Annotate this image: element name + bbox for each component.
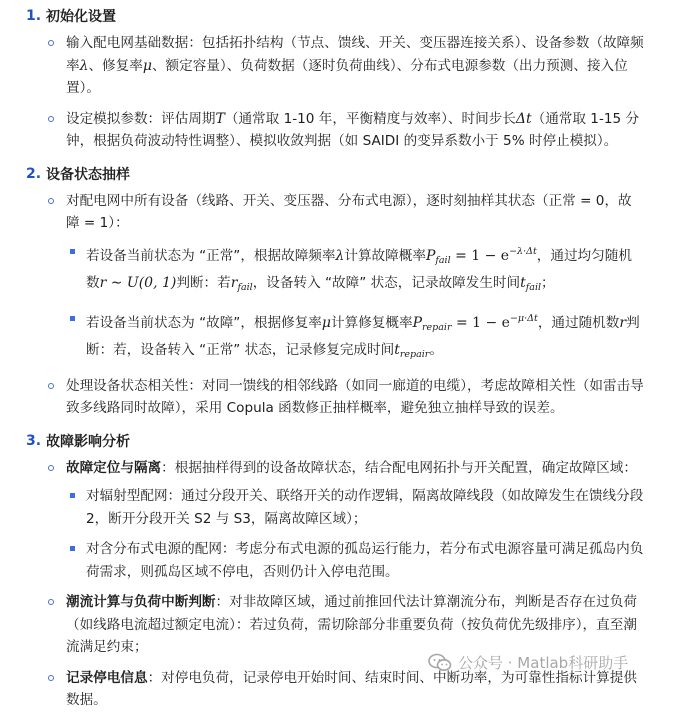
- sub-list-item: 对含分布式电源的配网：考虑分布式电源的孤岛运行能力，若分布式电源容量可满足孤岛内负荷需求，则孤岛区域不停电，否则仍计入停电范围。: [26, 538, 685, 583]
- list-item: 潮流计算与负荷中断判断：对非故障区域，通过前推回代法计算潮流分布，判断是否存在过负荷（如线路电流超过额定电流）：若过负荷，需切除部分非重要负荷（按负荷优先级排序），直至潮流满足约束；: [26, 591, 685, 659]
- watermark-text: 公众号 · Matlab科研助手: [458, 654, 629, 672]
- square-bullet-icon: [70, 493, 75, 498]
- circle-bullet-icon: [48, 40, 54, 46]
- square-bullet-icon: [70, 546, 75, 551]
- section-title: 故障影响分析: [46, 433, 130, 450]
- list-item: 处理设备状态相关性：对同一馈线的相邻线路（如同一廊道的电缆），考虑故障相关性（如雷击导致多线路同时故障），采用 Copula 函数修正抽样概率，避免独立抽样导致的误差。: [26, 375, 685, 420]
- math-mu: μ: [142, 57, 152, 74]
- section-2-heading: [26, 163, 685, 185]
- square-bullet-icon: [70, 316, 75, 321]
- list-item: 输入配电网基础数据：包括拓扑结构（节点、馈线、开关、变压器连接关系）、设备参数（故障频率λ、修复率μ、额定容量）、负荷数据（逐时负荷曲线）、分布式电源参数（出力预测、接入位置）。: [26, 32, 685, 100]
- section-1-heading: [26, 5, 685, 27]
- square-bullet-icon: [70, 249, 75, 254]
- math-dt: Δt: [515, 110, 532, 127]
- list-item: 记录停电信息：对停电负荷，记录停电开始时间、结束时间、中断功率，为可靠性指标计算提供数据。: [26, 667, 685, 712]
- section-title: 初始化设置: [46, 9, 116, 25]
- section-1: [26, 5, 685, 153]
- section-3-heading: [26, 430, 685, 452]
- circle-bullet-icon: [48, 465, 54, 471]
- math-T: T: [215, 110, 225, 127]
- sub-list-item: 对辐射型配网：通过分段开关、联络开关的动作逻辑，隔离故障线段（如故障发生在馈线分段 2，断开分段开关 S2 与 S3，隔离故障区域）；: [26, 485, 685, 530]
- list-item: 对配电网中所有设备（线路、开关、变压器、分布式电源），逐时刻抽样其状态（正常 = 0，故障 = 1）：: [26, 190, 685, 235]
- circle-bullet-icon: [48, 198, 54, 204]
- circle-bullet-icon: [48, 116, 54, 122]
- list-item: 设定模拟参数：评估周期T（通常取 1-10 年，平衡精度与效率）、时间步长Δt（通常取 1-15 分钟，根据负荷波动特性调整）、模拟收敛判据（如 SAIDI 的变异系数小于 5% 时停止模拟）。: [26, 108, 685, 153]
- section-number: 2.: [26, 165, 42, 182]
- section-2: [26, 163, 685, 420]
- list-item: 故障定位与隔离：根据抽样得到的设备故障状态，结合配电网拓扑与开关配置，确定故障区域：: [26, 457, 685, 480]
- formula-pfail: $P_{fail} = 1 - e^{-\lambda\cdot\Delta t}$: [425, 245, 537, 266]
- section-number: 3.: [26, 432, 42, 449]
- circle-bullet-icon: [48, 383, 54, 389]
- circle-bullet-icon: [48, 599, 54, 605]
- section-number: 1.: [26, 8, 42, 24]
- wechat-icon: [428, 653, 452, 673]
- sub-list-item: 若设备当前状态为 “正常”，根据故障频率λ计算故障概率$P_{fail} = 1 - e^{-\lambda\cdot\Delta t}$，通过均匀随机数r ∼ U(0, 1)判断：若$r_{fail}$，设备转入 “故障” 状态，记录故障发生时间$t_{fail}$；: [26, 241, 685, 300]
- sub-list-item: 若设备当前状态为 “故障”，根据修复率μ计算修复概率$P_{repair} = 1 - e^{-\mu\cdot\Delta t}$，通过随机数r判断：若，设备转入 “正常” 状态，记录修复完成时间$t_{repair}$。: [26, 308, 685, 367]
- watermark: [428, 652, 628, 673]
- circle-bullet-icon: [48, 675, 54, 681]
- section-title: 设备状态抽样: [46, 166, 130, 183]
- math-lambda: λ: [79, 57, 89, 74]
- formula-prepair: $P_{repair} = 1 - e^{-\mu\cdot\Delta t}$: [412, 312, 538, 333]
